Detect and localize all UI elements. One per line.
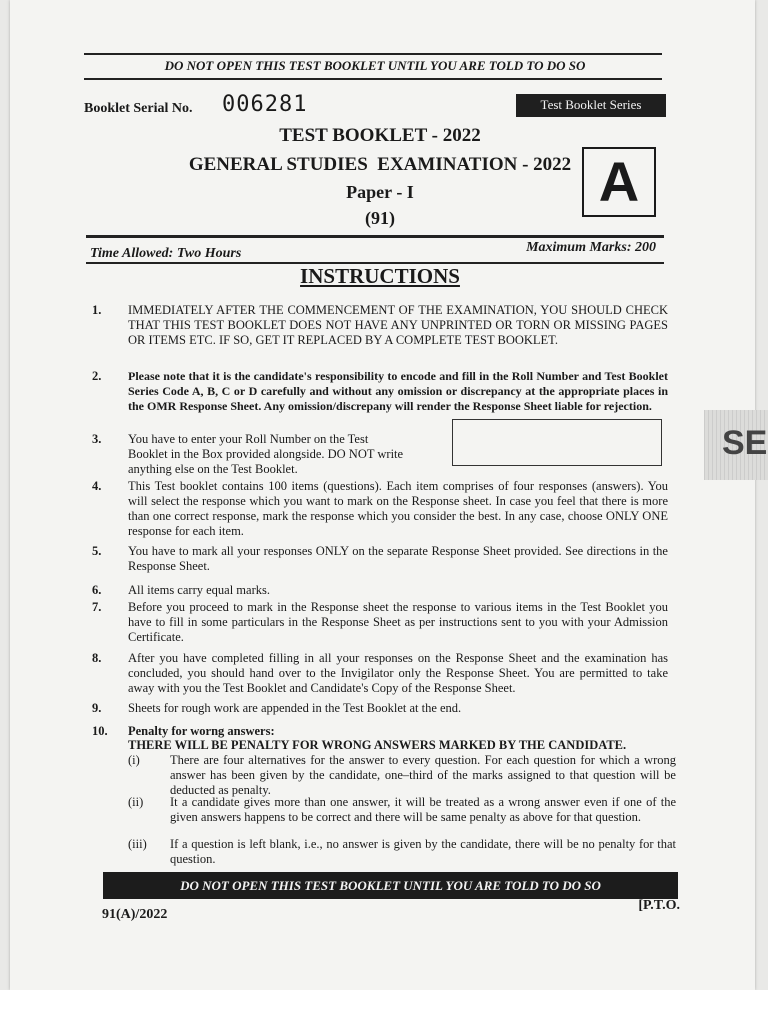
roll-number-box[interactable] <box>452 419 662 466</box>
next-page-text: SE <box>722 424 768 462</box>
series-badge: Test Booklet Series <box>516 94 666 117</box>
booklet-title: TEST BOOKLET - 2022 <box>279 125 481 146</box>
top-rule <box>84 53 662 55</box>
instruction-number: 4. <box>92 479 102 493</box>
instruction-text: Please note that it is the candidate's responsibility to encode and fill in the Roll Number and Test Booklet Series Code A, B, C or D carefully and without any omission or discrepancy at the appropriate places in the OMR Response Sheet. Any omission/discrepany will render the Response Sheet liable for rejection. <box>128 369 668 413</box>
series-letter-box: A <box>582 147 656 217</box>
top-rule-lower <box>84 78 662 80</box>
penalty-number: (ii) <box>128 795 144 809</box>
instruction-number: 1. <box>92 303 102 317</box>
instruction-text: This Test booklet contains 100 items (questions). Each item comprises of four responses (answers). You will select the response which you want to mark on the Response sheet. In case you feel that there is more than one correct response, mark the response which you consider the best. In any case, choose ONLY ONE response for each item. <box>128 479 668 538</box>
maximum-marks: Maximum Marks: 200 <box>526 240 656 255</box>
exam-title: GENERAL STUDIES EXAMINATION - 2022 <box>188 154 572 175</box>
instruction-number: 6. <box>92 583 102 597</box>
instruction-text: Sheets for rough work are appended in the Test Booklet at the end. <box>128 701 462 715</box>
instruction-number: 5. <box>92 544 102 558</box>
penalty-text: It a candidate gives more than one answer, it will be treated as a wrong answer even if one of the given answers happens to be correct and there will be same penalty as above for that question. <box>170 795 676 824</box>
paper-title: Paper - I <box>346 182 414 202</box>
instruction-number: 10. <box>92 724 108 738</box>
time-allowed: Time Allowed: Two Hours <box>90 246 242 261</box>
serial-label: Booklet Serial No. <box>84 101 193 116</box>
penalty-number: (iii) <box>128 837 147 851</box>
instructions-heading: INSTRUCTIONS <box>300 264 460 288</box>
instruction-text: You have to enter your Roll Number on the Test Booklet in the Box provided alongside. DO NOT write anything else on the Test Booklet. <box>128 432 404 476</box>
penalty-text: If a question is left blank, i.e., no answer is given by the candidate, there will be no penalty for that question. <box>170 837 676 866</box>
marks-rule-top <box>86 235 664 238</box>
penalty-text: There are four alternatives for the answer to every question. For each question for which a wrong answer has been given by the candidate, one–third of the marks assigned to that question will be deducted as penalty. <box>170 753 676 797</box>
bottom-warning: DO NOT OPEN THIS TEST BOOKLET UNTIL YOU ARE TOLD TO DO SO <box>103 872 678 899</box>
instruction-number: 8. <box>92 651 102 665</box>
instruction-number: 7. <box>92 600 102 614</box>
penalty-number: (i) <box>128 753 140 767</box>
penalty-subtitle: THERE WILL BE PENALTY FOR WRONG ANSWERS MARKED BY THE CANDIDATE. <box>128 738 627 752</box>
next-page-fragment <box>704 410 768 480</box>
instruction-number: 2. <box>92 369 102 383</box>
instruction-text: All items carry equal marks. <box>128 583 270 597</box>
please-turn-over: [P.T.O. <box>638 898 680 913</box>
instruction-number: 3. <box>92 432 102 446</box>
instruction-text: IMMEDIATELY AFTER THE COMMENCEMENT OF THE EXAMINATION, YOU SHOULD CHECK THAT THIS TEST BOOKLET DOES NOT HAVE ANY UNPRINTED OR TORN OR MISSING PAGES OR ITEMS ETC. IF SO, GET IT REPLACED BY A COMPLETE TEST BOOKLET. <box>128 303 668 347</box>
top-warning: DO NOT OPEN THIS TEST BOOKLET UNTIL YOU ARE TOLD TO DO SO <box>164 58 586 73</box>
instruction-text: Penalty for worng answers: <box>128 724 275 738</box>
instruction-text: You have to mark all your responses ONLY on the separate Response Sheet provided. See directions in the Response Sheet. <box>128 544 668 573</box>
instruction-text: After you have completed filling in all your responses on the Response Sheet and the examination has concluded, you should hand over to the Invigilator only the Response Sheet. You are permitted to take away with you the Test Booklet and Candidate's Copy of the Response Sheet. <box>128 651 668 695</box>
paper-code: (91) <box>365 208 395 228</box>
footer-code: 91(A)/2022 <box>102 907 168 922</box>
serial-number: 006281 <box>222 92 308 117</box>
instruction-text: Before you proceed to mark in the Response sheet the response to various items in the Test Booklet you have to fill in some particulars in the Response Sheet as per instructions sent to you with your Admission Certificate. <box>128 600 668 644</box>
scan-margin <box>0 990 768 1024</box>
instruction-number: 9. <box>92 701 102 715</box>
